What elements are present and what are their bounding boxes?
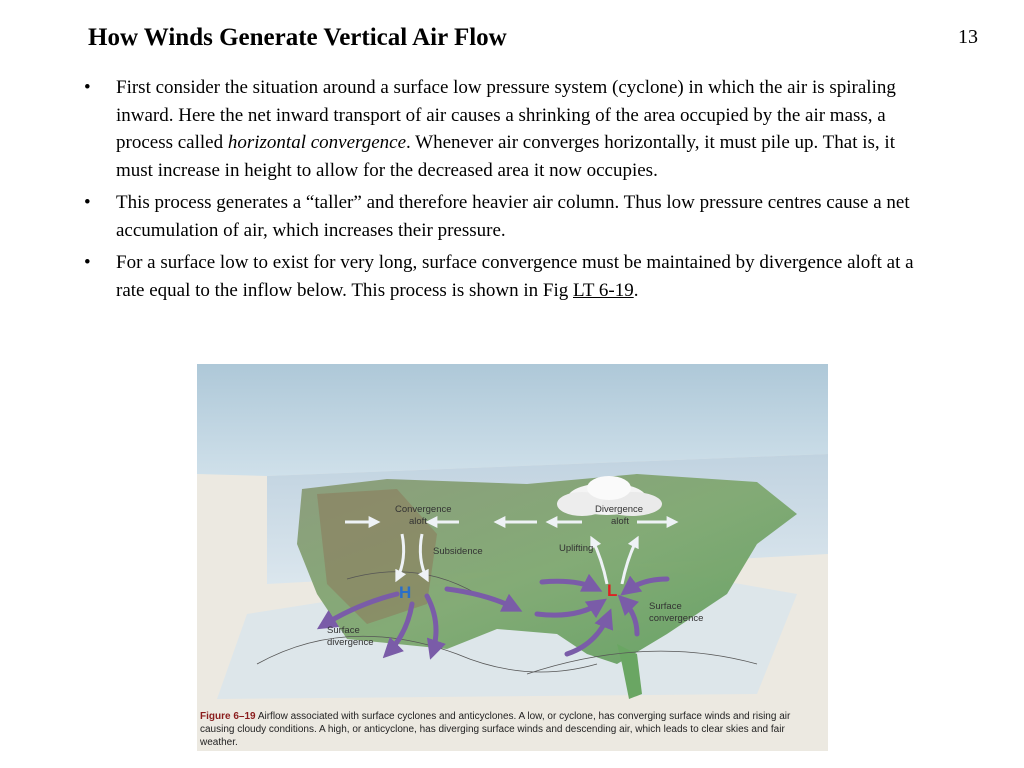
emphasis-term: horizontal convergence: [227, 132, 407, 153]
label-surface-convergence: Surface: [649, 601, 682, 612]
airflow-illustration: [197, 364, 828, 751]
label-surface-convergence: convergence: [649, 613, 704, 624]
bullet-list: [76, 74, 926, 309]
page-number: 13: [958, 26, 978, 48]
caption-label: Figure 6–19: [200, 711, 256, 722]
label-convergence-aloft: aloft: [409, 516, 427, 527]
bullet-item-1: [76, 74, 926, 184]
bullet-text: For a surface low to exist for very long, surface convergence must be maintained by divergence aloft at a rate equal to the inflow below. This process is shown in Fig: [116, 252, 914, 301]
bullet-item-2: [76, 189, 926, 244]
bullet-dot: •: [84, 192, 91, 213]
label-subsidence: Subsidence: [433, 546, 483, 557]
bullet-dot: •: [84, 77, 91, 98]
bullet-text: . Whenever air converges horizontally, it must pile up. That is, it must increase in height to allow for the decreased area it now occupies.: [116, 132, 895, 181]
label-divergence-aloft: Divergence: [595, 504, 644, 515]
bullet-dot: •: [84, 252, 91, 273]
figure-caption: [200, 710, 820, 749]
label-divergence-aloft: aloft: [611, 516, 629, 527]
label-surface-divergence: divergence: [327, 637, 374, 648]
bullet-text: This process generates a “taller” and therefore heavier air column. Thus low pressure centres cause a net accumulation of air, which increases their pressure.: [116, 192, 910, 241]
label-convergence-aloft: Convergence: [395, 504, 452, 515]
bullet-text: First consider the situation around a surface low pressure system (cyclone) in which the air is spiraling inward. Here the net inward transport of air causes a shrinking of the area occupied by the air mass, a process called: [116, 77, 896, 153]
slide-title: How Winds Generate Vertical Air Flow: [88, 24, 507, 51]
caption-text: Airflow associated with surface cyclones and anticyclones. A low, or cyclone, has converging surface winds and rising air causing cloudy conditions. A high, or anticyclone, has diverging surface winds and descending air, which leads to clear skies and fair weather.: [200, 711, 791, 748]
label-uplifting: Uplifting: [559, 543, 594, 554]
bullet-text: .: [633, 279, 639, 301]
label-surface-divergence: Surface: [327, 625, 360, 636]
bullet-item-3: [76, 249, 926, 304]
figure-airflow-diagram: [197, 364, 828, 751]
figure-link[interactable]: LT 6-19: [573, 279, 634, 301]
high-pressure-marker: H: [399, 583, 412, 602]
low-pressure-marker: L: [607, 581, 618, 600]
